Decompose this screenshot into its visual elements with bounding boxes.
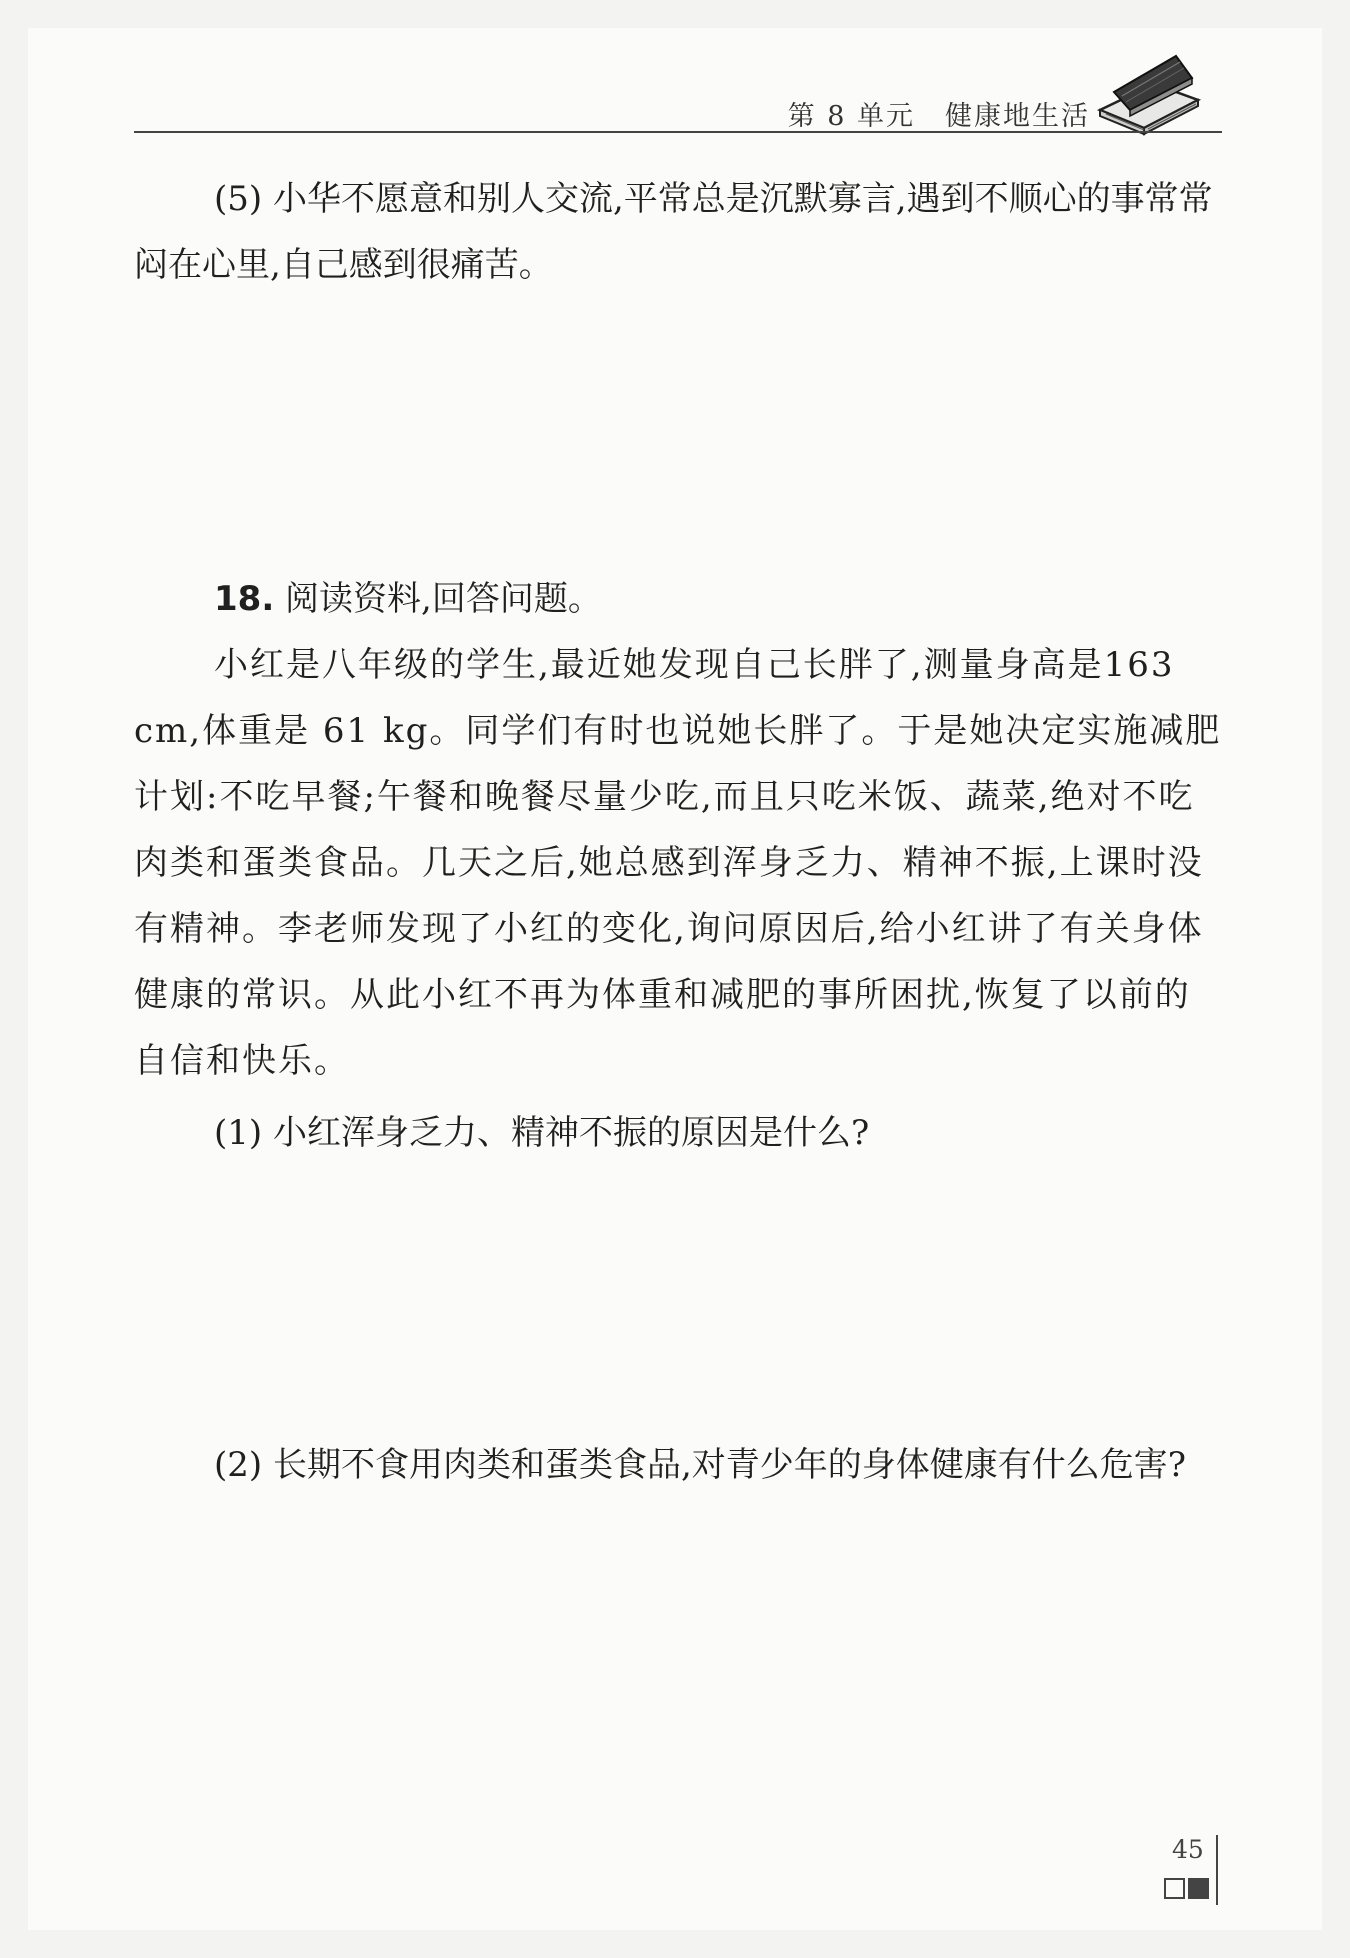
hollow-square-icon [1164,1878,1185,1899]
unit-title: 健康地生活 [945,101,1090,132]
header-text [788,94,1090,133]
page-number-rule [1216,1835,1218,1905]
header-rule [134,131,1222,133]
running-header [134,88,1222,132]
sub-question-1: (1) 小红浑身乏力、精神不振的原因是什么? [214,1113,870,1153]
filled-square-icon [1188,1878,1209,1899]
item-5: (5) 小华不愿意和别人交流,平常总是沉默寡言,遇到不顺心的事常常闷在心里,自己感到很痛苦。 [134,179,1213,285]
footer-squares [1164,1878,1209,1899]
page-number: 45 [1172,1835,1204,1864]
unit-label: 第 8 单元 [787,101,915,132]
reading-passage: 小红是八年级的学生,最近她发现自己长胖了,测量身高是163 cm,体重是 61 kg。同学们有时也说她长胖了。于是她决定实施减肥计划:不吃早餐;午餐和晚餐尽量少吃,而且只吃米饭、蔬菜,绝对不吃肉类和蛋类食品。几天之后,她总感到浑身乏力、精神不振,上课时没有精神。李老师发现了小红的变化,询问原因后,给小红讲了有关身体健康的常识。从此小红不再为体重和减肥的事所困扰,恢复了以前的自信和快乐。 [134,645,1222,1081]
question-prompt: 阅读资料,回答问题。 [285,579,602,619]
sub-question-2: (2) 长期不食用肉类和蛋类食品,对青少年的身体健康有什么危害? [214,1445,1187,1485]
question-number: 18. [214,579,275,619]
question-18-heading [134,566,1222,632]
books-icon [1092,48,1204,136]
